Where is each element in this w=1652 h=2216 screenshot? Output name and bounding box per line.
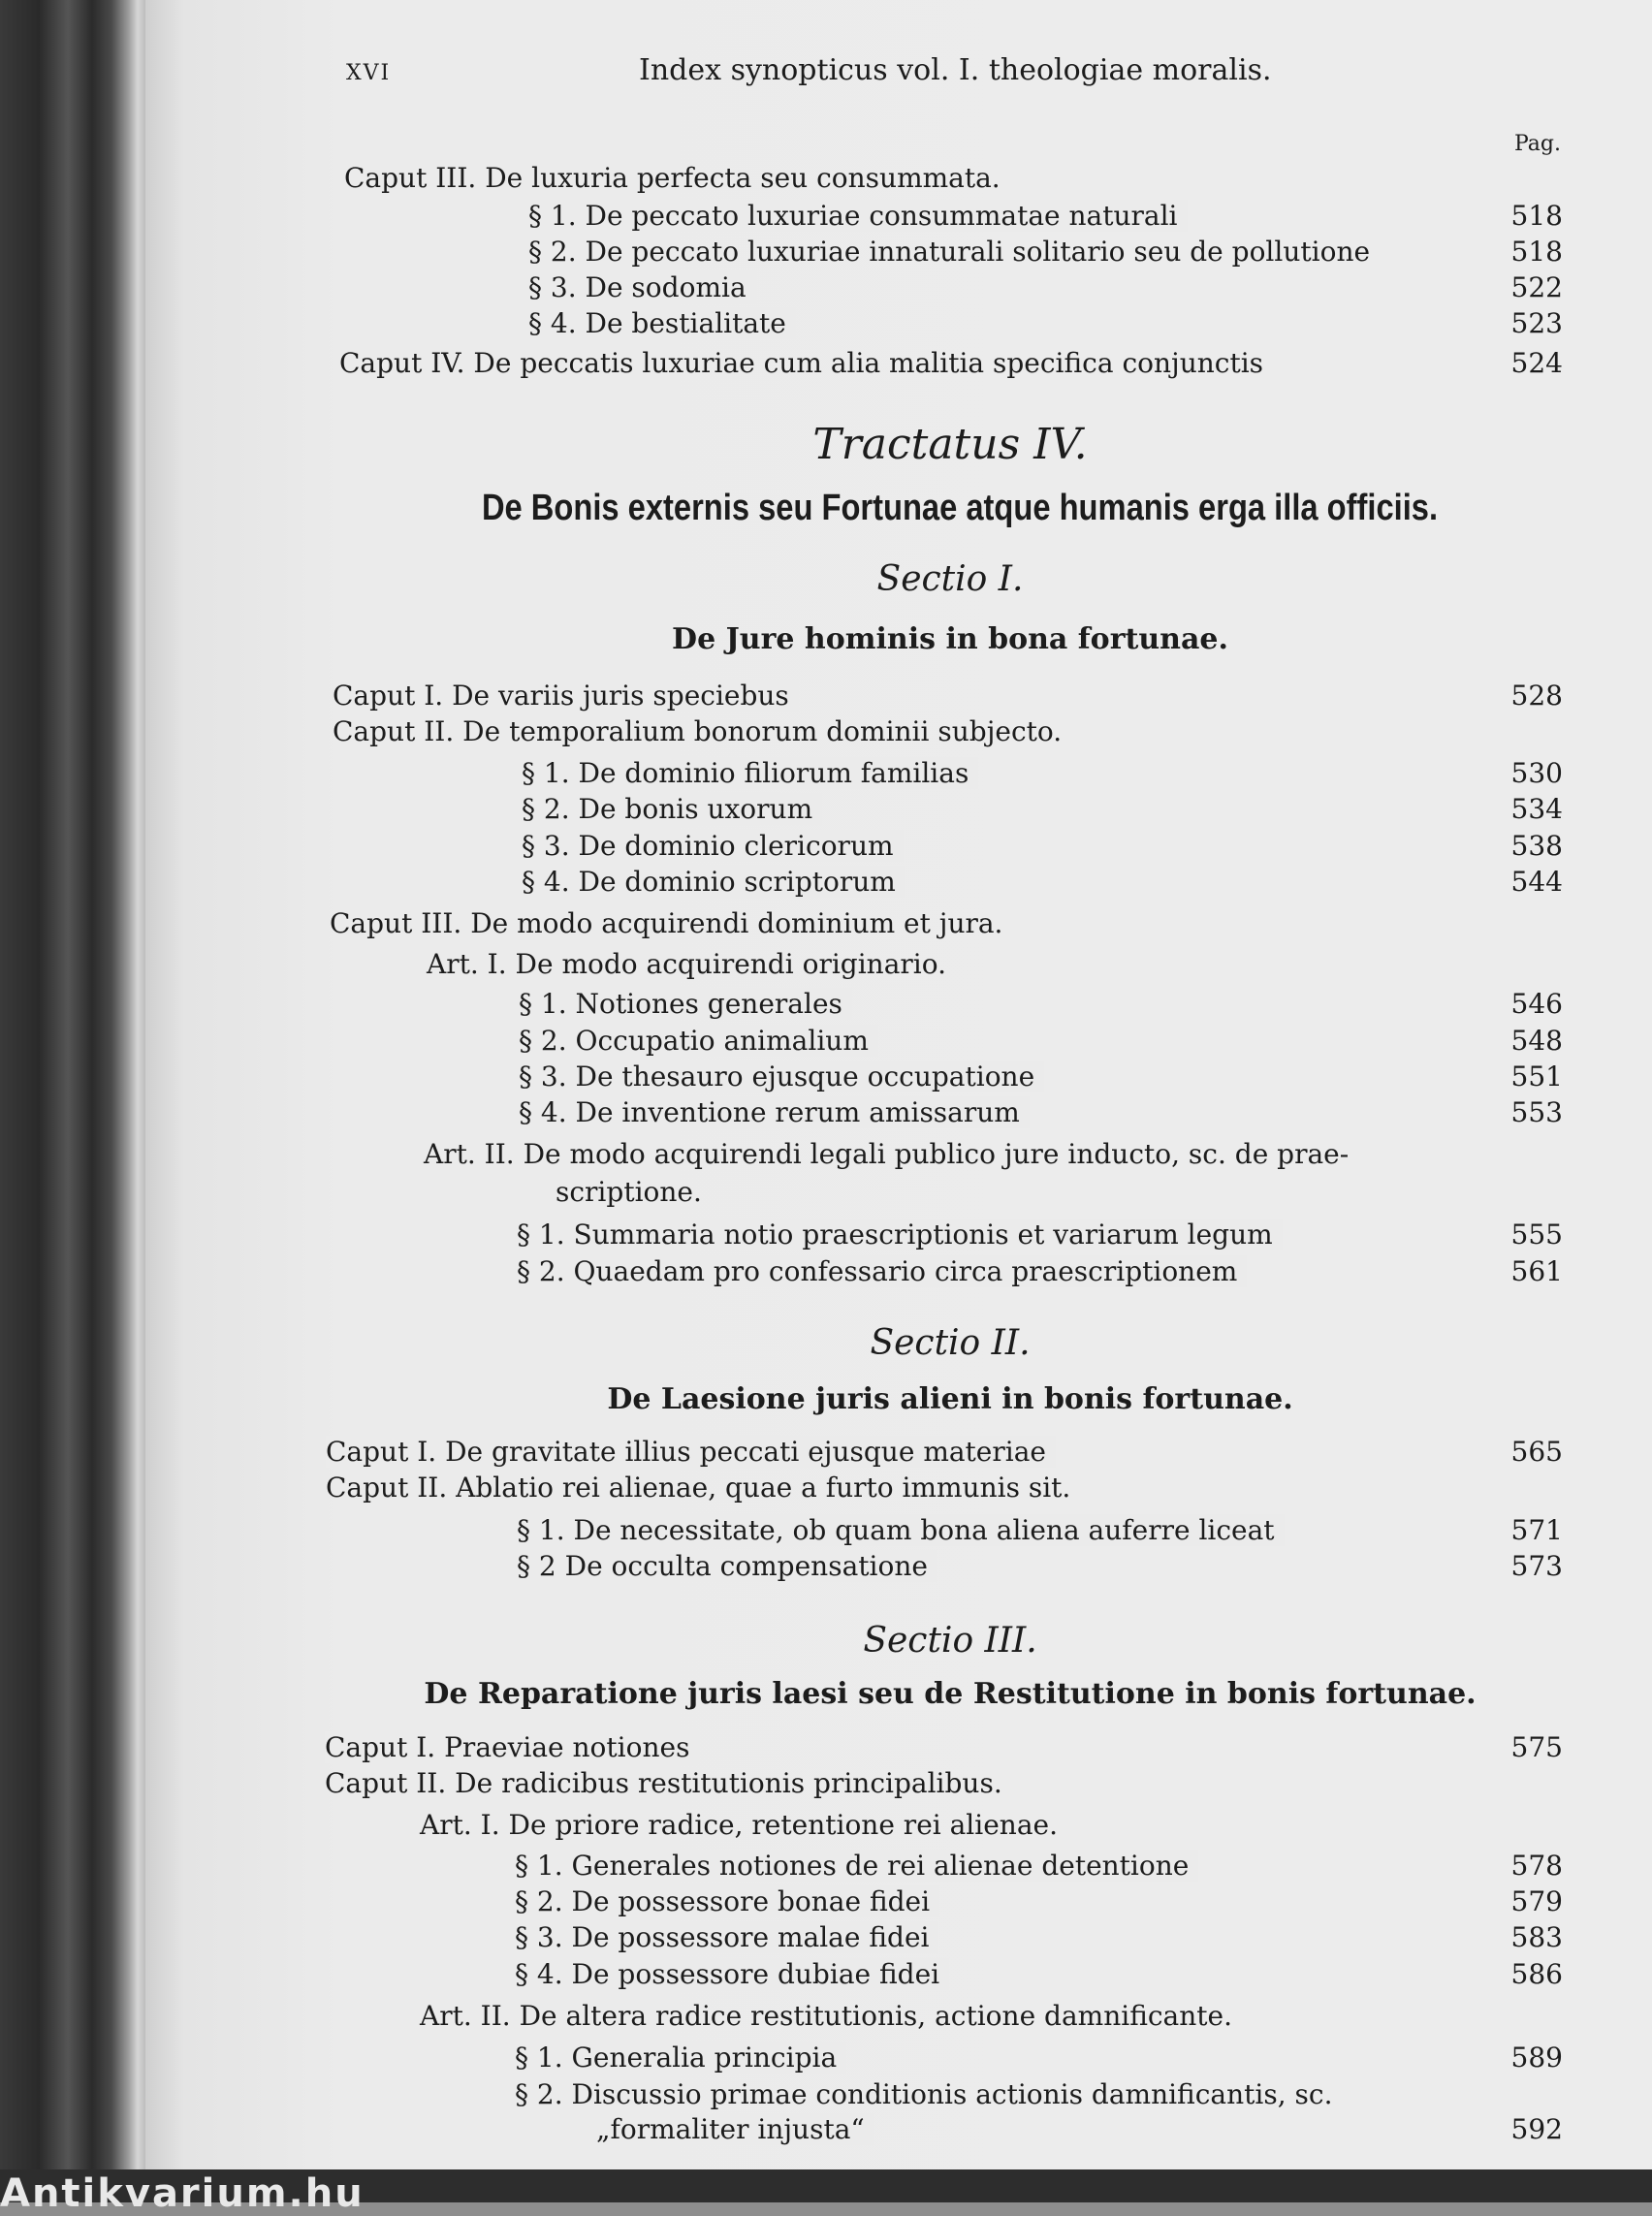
entry-text: Caput II. De temporalium bonorum dominii subjecto. xyxy=(333,715,1063,747)
toc-entry xyxy=(0,1219,1563,1257)
toc-entry xyxy=(0,1850,1563,1888)
tractatus-title: Tractatus IV. xyxy=(812,420,1088,469)
entry-text: Art. II. De altera radice restitutionis, actione damnificante. xyxy=(420,2000,1233,2032)
page-ref: 586 xyxy=(1510,1958,1563,1990)
toc-entry xyxy=(0,866,1563,904)
page-ref: 573 xyxy=(1510,1550,1563,1582)
page-ref: 592 xyxy=(1510,2113,1563,2145)
toc-entry xyxy=(0,988,1563,1027)
toc-entry xyxy=(0,1731,1563,1770)
entry-text: § 1. Summaria notio praescriptionis et variarum legum xyxy=(517,1219,1283,1250)
page-ref: 544 xyxy=(1510,866,1563,898)
page-ref: 565 xyxy=(1510,1436,1563,1468)
entry-text: Art. I. De priore radice, retentione rei alienae. xyxy=(420,1809,1058,1841)
entry-text: „formaliter injusta“ xyxy=(596,2113,874,2145)
entry-text: § 3. De dominio clericorum xyxy=(522,830,904,862)
toc-entry xyxy=(0,162,1563,201)
entry-text: § 1. De necessitate, ob quam bona aliena auferre liceat xyxy=(517,1514,1285,1546)
toc-entry xyxy=(0,236,1563,274)
toc-entry xyxy=(0,830,1563,869)
entry-text: § 3. De thesauro ejusque occupatione xyxy=(519,1061,1044,1092)
page-ref: 518 xyxy=(1510,236,1563,268)
toc-entry xyxy=(0,1809,1563,1848)
page-ref: 555 xyxy=(1510,1219,1563,1250)
entry-text: § 3. De possessore malae fidei xyxy=(515,1921,938,1953)
toc-entry xyxy=(0,1176,1563,1215)
sectio-3-heading: De Reparatione juris laesi seu de Restitutione in bonis fortunae. xyxy=(424,1677,1477,1711)
toc-entry xyxy=(0,307,1563,346)
sectio-1-title: Sectio I. xyxy=(876,559,1024,599)
page-ref: 553 xyxy=(1510,1096,1563,1128)
entry-text: § 2. Discussio primae conditionis actionis damnificantis, sc. xyxy=(515,2078,1333,2110)
page-ref: 589 xyxy=(1510,2042,1563,2074)
running-title: Index synopticus vol. I. theologiae moralis. xyxy=(639,53,1272,87)
toc-entry xyxy=(0,793,1563,832)
page-ref: 538 xyxy=(1510,830,1563,862)
page-ref: 578 xyxy=(1510,1850,1563,1882)
page-ref: 575 xyxy=(1510,1731,1563,1763)
page-ref: 518 xyxy=(1510,200,1563,232)
pag-label: Pag. xyxy=(1513,132,1561,156)
toc-entry xyxy=(0,347,1563,386)
toc-entry xyxy=(0,2042,1563,2080)
toc-entry xyxy=(0,1958,1563,1997)
entry-text: Caput I. De variis juris speciebus xyxy=(333,680,799,712)
toc-entry xyxy=(0,757,1563,796)
entry-text: Art. II. De modo acquirendi legali publico jure inducto, sc. de prae- xyxy=(424,1138,1350,1170)
entry-text: Caput III. De modo acquirendi dominium et jura. xyxy=(330,907,1003,939)
page-ref: 548 xyxy=(1510,1025,1563,1057)
watermark: Antikvarium.hu xyxy=(0,2171,365,2216)
entry-text: § 2. De bonis uxorum xyxy=(522,793,822,825)
page-number: XVI xyxy=(346,61,392,85)
entry-text: Caput I. Praeviae notiones xyxy=(325,1731,699,1763)
entry-text: scriptione. xyxy=(556,1176,702,1208)
toc-entry xyxy=(0,907,1563,946)
entry-text: § 2. De peccato luxuriae innaturali solitario seu de pollutione xyxy=(528,236,1371,268)
sectio-2-title: Sectio II. xyxy=(870,1323,1031,1363)
toc-entry xyxy=(0,1138,1563,1177)
toc-entry xyxy=(0,1061,1563,1099)
toc-entry xyxy=(0,1767,1563,1806)
toc-entry xyxy=(0,200,1563,238)
entry-text: § 4. De possessore dubiae fidei xyxy=(515,1958,949,1990)
toc-entry xyxy=(0,1096,1563,1135)
entry-text: § 1. Generalia principia xyxy=(515,2042,846,2074)
entry-text: Caput I. De gravitate illius peccati ejusque materiae xyxy=(326,1436,1056,1468)
toc-entry xyxy=(0,271,1563,310)
sectio-3-title: Sectio III. xyxy=(863,1621,1037,1661)
page-ref: 579 xyxy=(1510,1885,1563,1917)
page-ref: 530 xyxy=(1510,757,1563,789)
sectio-2-heading: De Laesione juris alieni in bonis fortunae. xyxy=(607,1382,1293,1416)
tractatus-heading: De Bonis externis seu Fortunae atque humanis erga illa officiis. xyxy=(481,488,1439,528)
page-header xyxy=(346,53,1558,92)
page-ref: 534 xyxy=(1510,793,1563,825)
entry-text: § 4. De bestialitate xyxy=(528,307,796,339)
entry-text: § 2. De possessore bonae fidei xyxy=(515,1885,939,1917)
entry-text: § 4. De inventione rerum amissarum xyxy=(519,1096,1030,1128)
entry-text: Caput III. De luxuria perfecta seu consummata. xyxy=(344,162,1001,194)
entry-text: § 2. Occupatio animalium xyxy=(519,1025,878,1057)
entry-text: Caput IV. De peccatis luxuriae cum alia malitia specifica conjunctis xyxy=(339,347,1264,379)
page-ref: 551 xyxy=(1510,1061,1563,1092)
entry-text: § 1. De dominio filiorum familias xyxy=(522,757,978,789)
page-ref: 561 xyxy=(1510,1255,1563,1287)
toc-entry xyxy=(0,2113,1563,2152)
toc-entry xyxy=(0,2078,1563,2117)
toc-entry xyxy=(0,1025,1563,1063)
toc-entry xyxy=(0,1885,1563,1924)
page-ref: 524 xyxy=(1510,347,1563,379)
page-ref: 523 xyxy=(1510,307,1563,339)
toc-entry xyxy=(0,715,1563,754)
toc-entry xyxy=(0,1550,1563,1589)
entry-text: § 2. Quaedam pro confessario circa praescriptionem xyxy=(517,1255,1247,1287)
entry-text: Caput II. De radicibus restitutionis principalibus. xyxy=(325,1767,1002,1799)
page-ref: 528 xyxy=(1510,680,1563,712)
toc-entry xyxy=(0,1472,1563,1510)
toc-entry xyxy=(0,2000,1563,2039)
toc-entry xyxy=(0,1921,1563,1960)
page-ref: 571 xyxy=(1510,1514,1563,1546)
toc-entry xyxy=(0,1514,1563,1553)
entry-text: § 1. Generales notiones de rei alienae detentione xyxy=(515,1850,1198,1882)
toc-entry xyxy=(0,948,1563,987)
entry-text: § 4. De dominio scriptorum xyxy=(522,866,905,898)
sectio-1-heading: De Jure hominis in bona fortunae. xyxy=(672,622,1228,656)
entry-text: Art. I. De modo acquirendi originario. xyxy=(427,948,946,980)
page-ref: 583 xyxy=(1510,1921,1563,1953)
page-ref: 522 xyxy=(1510,271,1563,303)
toc-entry xyxy=(0,680,1563,718)
entry-text: § 1. Notiones generales xyxy=(519,988,852,1020)
toc-entry xyxy=(0,1255,1563,1294)
entry-text: Caput II. Ablatio rei alienae, quae a furto immunis sit. xyxy=(326,1472,1071,1504)
entry-text: § 2 De occulta compensatione xyxy=(517,1550,937,1582)
entry-text: § 1. De peccato luxuriae consummatae naturali xyxy=(528,200,1188,232)
entry-text: § 3. De sodomia xyxy=(528,271,756,303)
toc-entry xyxy=(0,1436,1563,1474)
page-ref: 546 xyxy=(1510,988,1563,1020)
